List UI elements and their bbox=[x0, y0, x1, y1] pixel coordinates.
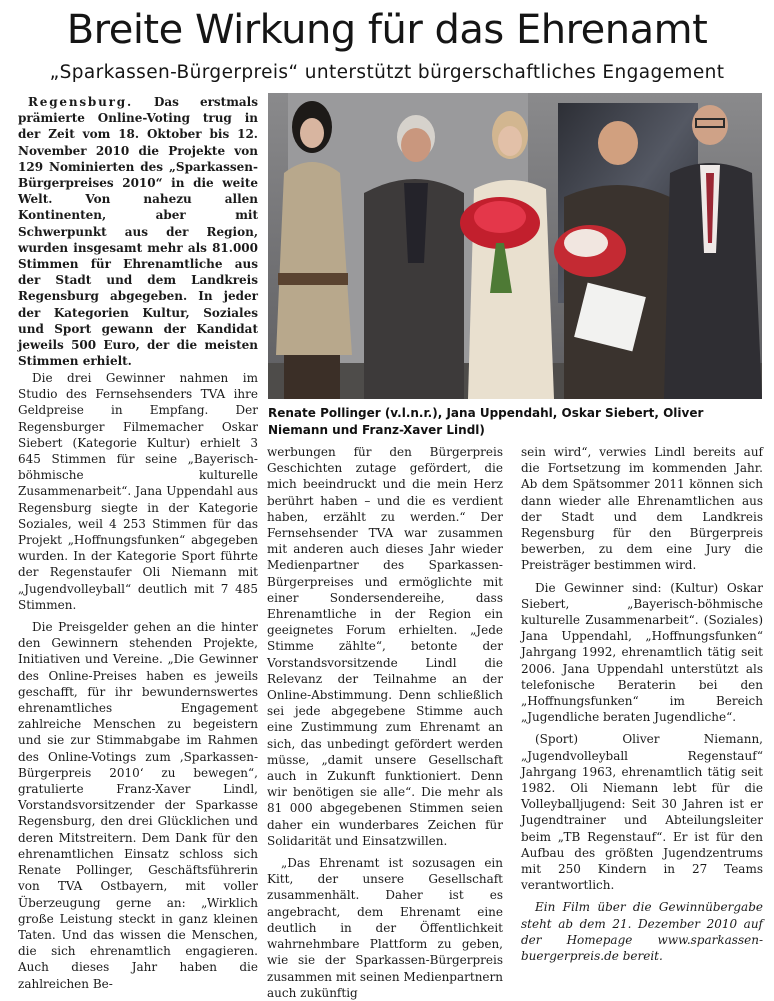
column-1-paragraph-1: Die drei Gewinner nahmen im Studio des Fernsehsenders TVA ihre Geldpreise in Empfang. Der Regensburger Filmemacher Oskar Siebert (Kategorie Kultur) erhielt 3 645 Stimmen für seine „Bayerisch-böhmische kulturelle Zusammenarbeit“. Jana Uppendahl aus Regensburg siegte in der Kategorie Soziales, weil 4 253 Stimmen für das Projekt „Hoffnungsfunken“ abgegeben wurden. In der Kategorie Sport führte der Regenstaufer Oli Niemann mit „Jugendvolleyball“ deutlich mit 7 485 Stimmen. bbox=[18, 371, 258, 612]
article-subheadline: „Sparkassen-Bürgerpreis“ unterstützt bürgerschaftliches Engagement bbox=[49, 62, 725, 83]
award-photo bbox=[268, 93, 762, 399]
lead-paragraph bbox=[18, 94, 258, 369]
column-2-paragraph-1: werbungen für den Bürgerpreis Geschichten zutage gefördert, die mich beeindruckt und die mein Herz berührt haben – und die es verdient haben, erzählt zu werden.“ Der Fernsehsender TVA war zusammen mit anderen auch dieses Jahr wieder Medienpartner des Sparkassen-Bürgerpreises und ermöglichte mit einer Sondersendereihe, dass Ehrenamtliche in der Region ein geeignetes Forum erhielten. „Jede Stimme zählte“, betonte der Vorstandsvorsitzende Lindl die Relevanz der Teilnahme an der Online-Abstimmung. Denn schließlich sei jede abgegebene Stimme auch eine Zustimmung zum Ehrenamt an sich, das unbedingt gefördert werden müsse, „damit unsere Gesellschaft auch in Zukunft funktioniert. Denn wir benötigen sie alle“. Die mehr als 81 000 abgegebenen Stimmen seien daher ein wunderbares Zeichen für Solidarität und Einsatzwillen. bbox=[267, 445, 503, 848]
column-2-paragraph-2: „Das Ehrenamt ist sozusagen ein Kitt, der unsere Gesellschaft zusammenhält. Daher ist es angebracht, dem Ehrenamt eine deutlich in der Öffentlichkeit wahrnehmbare Plattform zu geben, wie sie der Sparkassen-Bürgerpreis zusammen mit seinen Medienpartnern auch zukünftig bbox=[267, 856, 503, 1000]
photo-caption: Renate Pollinger (v.l.n.r.), Jana Uppendahl, Oskar Siebert, Oliver Niemann und Franz-Xaver Lindl) bbox=[268, 406, 704, 437]
column-3 bbox=[521, 444, 763, 992]
column-3-paragraph-2: Die Gewinner sind: (Kultur) Oskar Siebert, „Bayerisch-böhmische kulturelle Zusammenarbeit“. (Soziales) Jana Uppendahl, „Hoffnungsfunken“ Jahrgang 1992, ehrenamtlich tätig seit 2006. Jana Uppendahl unterstützt als telefonische Beraterin bei den „Hoffnungsfunken“ im Bereich „Jugendliche beraten Jugendliche“. bbox=[521, 580, 763, 725]
column-3-paragraph-4: Ein Film über die Gewinnübergabe steht ab dem 21. Dezember 2010 auf der Homepage www.sparkassen-buergerpreis.de bereit. bbox=[521, 900, 763, 964]
column-1 bbox=[18, 370, 258, 992]
article-headline: Breite Wirkung für das Ehrenamt bbox=[66, 7, 708, 53]
column-3-paragraph-1: sein wird“, verwies Lindl bereits auf die Fortsetzung im kommenden Jahr. Ab dem Spätsommer 2011 können sich dann wieder alle Ehrenamtlichen aus der Stadt und dem Landkreis Regensburg für den Bürgerpreis bewerben, zu dem eine Jury die Preisträger bestimmen wird. bbox=[521, 445, 763, 573]
dateline-city: Regensburg. bbox=[28, 95, 133, 109]
column-3-paragraph-3: (Sport) Oliver Niemann, „Jugendvolleyball Regenstauf“ Jahrgang 1963, ehrenamtlich tätig seit 1982. Oli Niemann lebt für die Volleyballjugend: Seit 30 Jahren ist er Jugendtrainer und Abteilungsleiter beim „TB Regenstauf“. Er ist für den Aufbau des größten Jugendzentrums mit 250 Kindern in 27 Teams verantwortlich. bbox=[521, 732, 763, 893]
lead-text: Das erstmals prämierte Online-Voting trug in der Zeit vom 18. Oktober bis 12. November 2010 die Projekte von 129 Nominierten des „Sparkassen-Bürgerpreises 2010“ in die weite Welt. Von nahezu allen Kontinenten, aber mit Schwerpunkt aus der Region, wurden insgesamt mehr als 81.000 Stimmen für Ehrenamtliche aus der Stadt und dem Landkreis Regensburg abgegeben. In jeder der Kategorien Kultur, Soziales und Sport gewann der Kandidat jeweils 500 Euro, der die meisten Stimmen erhielt. bbox=[18, 95, 258, 369]
column-2 bbox=[267, 444, 503, 1000]
column-1-paragraph-2: Die Preisgelder gehen an die hinter den Gewinnern stehenden Projekte, Initiativen und Vereine. „Die Gewinner des Online-Preises haben es jeweils geschafft, für ihr bewundernswertes ehrenamtliches Engagement zahlreiche Menschen zu begeistern und sie zur Stimmabgabe im Rahmen des Online-Votings zum ‚Sparkassen-Bürgerpreis 2010‘ zu bewegen“, gratulierte Franz-Xaver Lindl, Vorstandsvorsitzender der Sparkasse Regensburg, den drei Glücklichen und deren Mitstreitern. Dem Dank für den ehrenamtlichen Einsatz schloss sich Renate Pollinger, Geschäftsführerin von TVA Ostbayern, mit voller Überzeugung gerne an: „Wirklich große Leistung steckt in ganz kleinen Taten. Und das wissen die Menschen, die sich ehrenamtlich engagieren. Auch dieses Jahr haben die zahlreichen Be- bbox=[18, 620, 258, 991]
